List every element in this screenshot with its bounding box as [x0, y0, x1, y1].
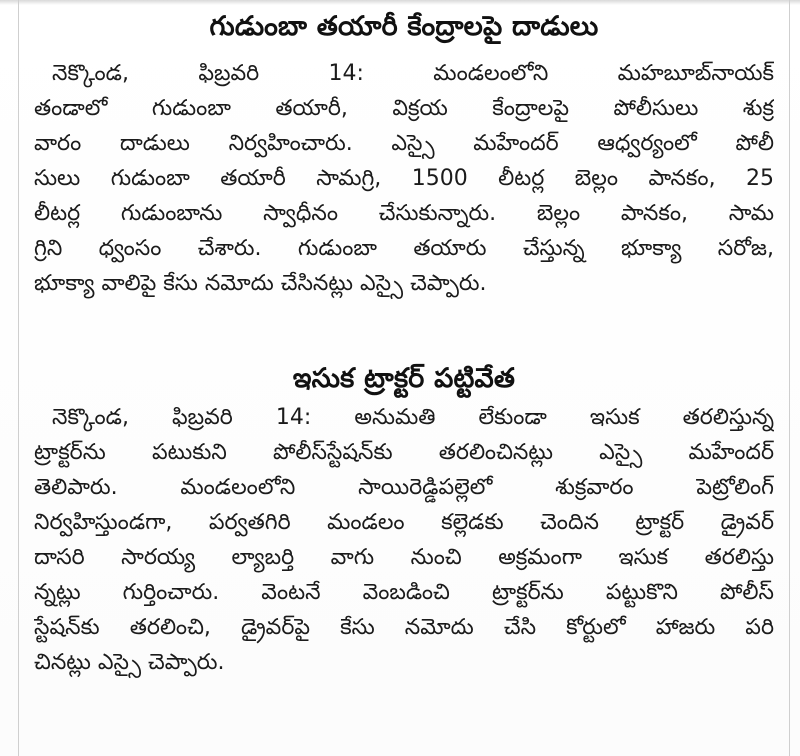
article-sand-tractor-seized: [34, 362, 774, 680]
body-line: నెక్కొండ, ఫిబ్రవరి 14: అనుమతి లేకుండా ఇసుక తరలిస్తున్న: [52, 405, 774, 430]
body-line: గ్రిని ధ్వంసం చేశారు. గుడుంబా తయారు చేస్తున్న భూక్యా సరోజ,: [34, 236, 774, 261]
body-line: తండాలో గుడుంబా తయారీ, విక్రయ కేంద్రాలపై పోలీసులు శుక్ర: [34, 96, 774, 121]
body-line: నెక్కొండ, ఫిబ్రవరి 14: మండలంలోని మహబూబ్‌నాయక్: [52, 61, 774, 86]
body-line: వారం దాడులు నిర్వహించారు. ఎస్సై మహేందర్ ఆధ్వర్యంలో పోలీ: [34, 131, 774, 156]
article-gudumba-raids: [34, 10, 774, 301]
body-line: దాసరి సారయ్య ల్యాబర్తి వాగు నుంచి అక్రమంగా ఇసుక తరలిస్తు: [34, 545, 774, 570]
article-body: [34, 56, 774, 301]
top-edge-shadow: [0, 0, 800, 5]
left-column-rule: [18, 0, 19, 756]
body-line: సులు గుడుంబా తయారీ సామగ్రి, 1500 లీటర్ల బెల్లం పానకం, 25: [34, 166, 774, 191]
body-line: న్నట్లు గుర్తించారు. వెంటనే వెంబడించి ట్రాక్టర్‌ను పట్టుకొని పోలీస్: [34, 580, 774, 605]
body-line: తెలిపారు. మండలంలోని సాయిరెడ్డిపల్లెలో శుక్రవారం పెట్రోలింగ్: [34, 475, 774, 500]
body-line: లీటర్ల గుడుంబాను స్వాధీనం చేసుకున్నారు. బెల్లం పానకం, సామ: [34, 201, 774, 226]
body-line: ట్రాక్టర్‌ను పటుకుని పోలీస్‌స్టేషన్‌కు తరలించినట్లు ఎస్సై మహేందర్: [34, 440, 774, 465]
article-headline: ఇసుక ట్రాక్టర్ పట్టివేత: [292, 363, 516, 394]
body-line: చినట్లు ఎస్సై చెప్పారు.: [34, 650, 225, 675]
article-headline: గుడుంబా తయారీ కేంద్రాలపై దాడులు: [209, 11, 599, 42]
body-line: భూక్యా వాలిపై కేసు నమోదు చేసినట్లు ఎస్సై చెప్పారు.: [34, 271, 487, 296]
body-line: స్టేషన్‌కు తరలించి, డ్రైవర్‌పై కేసు నమోదు చేసి కోర్టులో హాజరు పరి: [34, 615, 774, 640]
body-line: నిర్వహిస్తుండగా, పర్వతగిరి మండలం కల్లెడకు చెందిన ట్రాక్టర్ డ్రైవర్: [34, 510, 774, 535]
article-body: [34, 400, 774, 680]
right-column-rule: [789, 0, 790, 756]
